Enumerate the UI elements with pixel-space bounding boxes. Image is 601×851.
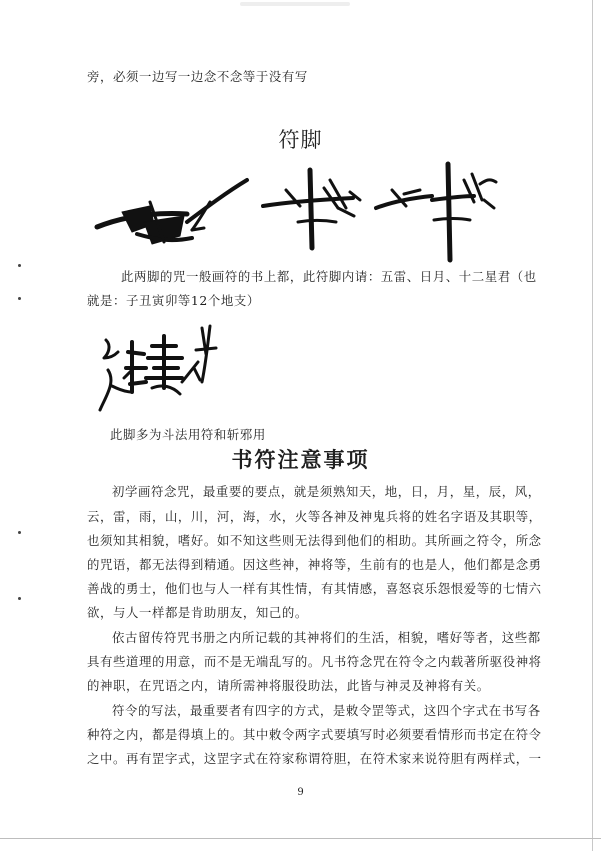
- scan-smudge: [240, 2, 350, 6]
- paragraph-line: 的神职，在咒语之内，请所需神将服役助法，此皆与神灵及神将有关。: [87, 678, 490, 693]
- paragraph-line: 欲，与人一样都是肯助朋友，知己的。: [87, 605, 308, 620]
- page-number: 9: [297, 787, 304, 798]
- paragraph-line: 的咒语，都无法得到精通。因这些神，神将等，生前有的也是人，他们都是念勇: [87, 557, 542, 572]
- paragraph-line: 具有些道理的用意，而不是无端乱写的。凡书符念咒在符令之内载著所驱役神将: [87, 654, 542, 669]
- talisman-foot-figure-3: [372, 160, 502, 265]
- paragraph-line: 初学画符念咒，最重要的要点，就是须熟知天，地，日，月，星，辰，风，: [112, 484, 541, 499]
- margin-dot: [18, 297, 21, 300]
- paragraph-line: 符令的写法，最重要者有四字的方式，是敕令罡等式，这四个字式在书写各: [112, 703, 541, 718]
- text-line: 旁，必须一边写一边念不念等于没有写: [87, 69, 308, 84]
- talisman-foot-figure-1: [92, 172, 252, 262]
- paragraph-line: 云，雷，雨，山，川，河，海，水，火等各神及神鬼兵将的姓名字语及其职等，: [87, 509, 542, 524]
- paragraph-line: 依古留传符咒书册之内所记载的其神将们的生活，相貌，嗜好等者，这些都: [112, 630, 541, 645]
- bottom-rule: [0, 838, 601, 839]
- margin-dot: [18, 597, 21, 600]
- paragraph-line: 之中。再有罡字式，这罡字式在符家称谓符胆，在符术家来说符胆有两样式，一: [87, 751, 542, 766]
- margin-dot: [18, 264, 21, 267]
- caption-line: 就是：子丑寅卯等12个地支）: [87, 293, 260, 308]
- paragraph-line: 也须知其相貌，嗜好。如不知这些则无法得到他们的相助。其所画之符令，所念: [87, 533, 542, 548]
- talisman-foot-figure-4: [98, 322, 228, 417]
- caption-line: 此两脚的咒一般画符的书上都，此符脚内请：五雷、日月、十二星君（也: [121, 269, 537, 284]
- talisman-foot-figure-2: [258, 160, 368, 255]
- main-heading: 书符注意事项: [231, 447, 370, 472]
- caption-line: 此脚多为斗法用符和斩邪用: [110, 427, 266, 442]
- paragraph-line: 善战的勇士，他们也与人一样有其性情，有其情感，喜怒哀乐怨恨爱等的七情六: [87, 581, 542, 596]
- paragraph-line: 种符之内，都是得填上的。其中敕令两字式要填写时必须要看情形而书定在符令: [87, 727, 542, 742]
- section-title: 符脚: [278, 128, 323, 152]
- margin-dot: [18, 531, 21, 534]
